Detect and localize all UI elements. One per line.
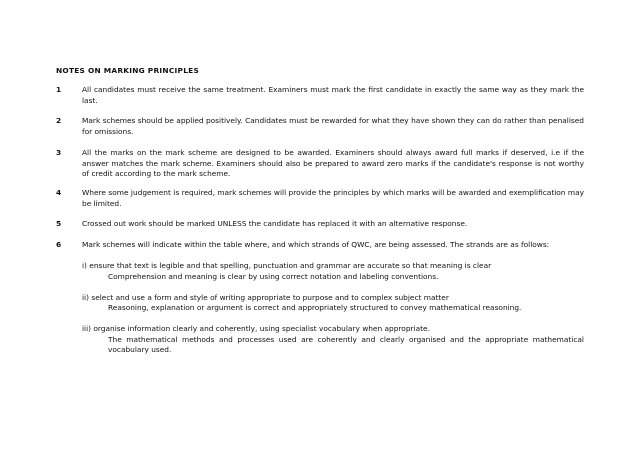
strand-detail: The mathematical methods and processes used are coherently and clearly organised and the appropriate mathematical vocabulary used.: [108, 334, 584, 354]
principle-text: Where some judgement is required, mark schemes will provide the principles by which marks will be awarded and exemplification may be limited.: [82, 188, 584, 208]
strand-heading: iii) organise information clearly and coherently, using specialist vocabulary when appropriate.: [82, 324, 430, 333]
strand-detail: Reasoning, explanation or argument is correct and appropriately structured to convey mathematical reasoning.: [108, 303, 522, 312]
principle-1: [56, 85, 584, 106]
principle-number: 1: [56, 85, 62, 94]
principle-text: All candidates must receive the same treatment. Examiners must mark the first candidate in exactly the same way as they mark the last.: [82, 85, 584, 105]
principle-4: [56, 188, 584, 209]
principle-text: Mark schemes will indicate within the table where, and which strands of QWC, are being assessed. The strands are as follows:: [82, 240, 550, 249]
qwc-strand-3: [82, 324, 584, 356]
principle-number: 4: [56, 188, 62, 197]
principle-text: Crossed out work should be marked UNLESS the candidate has replaced it with an alternative response.: [82, 219, 468, 228]
strand-detail: Comprehension and meaning is clear by using correct notation and labeling conventions.: [108, 271, 439, 281]
principle-number: 6: [56, 240, 62, 249]
principle-text: All the marks on the mark scheme are designed to be awarded. Examiners should always award full marks if deserved, i.e if the answer matches the mark scheme. Examiners should also be prepared to award zero marks if the candidate's response is not worthy of credit according to the mark scheme.: [82, 148, 584, 178]
principle-5: [56, 219, 584, 230]
principle-body: [82, 240, 584, 356]
qwc-strand-2: [82, 293, 584, 314]
page-title: NOTES ON MARKING PRINCIPLES: [56, 66, 200, 75]
qwc-strand-1: [82, 261, 584, 282]
strand-heading: ii) select and use a form and style of writing appropriate to purpose and to complex subject matter: [82, 292, 449, 302]
principle-3: [56, 148, 584, 180]
principle-6: [56, 240, 584, 356]
principle-number: 3: [56, 148, 62, 157]
principle-2: [56, 116, 584, 137]
principle-number: 2: [56, 116, 62, 125]
principle-number: 5: [56, 219, 62, 228]
strand-heading: i) ensure that text is legible and that spelling, punctuation and grammar are accurate so that meaning is clear: [82, 261, 492, 270]
principle-text: Mark schemes should be applied positively. Candidates must be rewarded for what they have shown they can do rather than penalised for omissions.: [82, 116, 584, 136]
